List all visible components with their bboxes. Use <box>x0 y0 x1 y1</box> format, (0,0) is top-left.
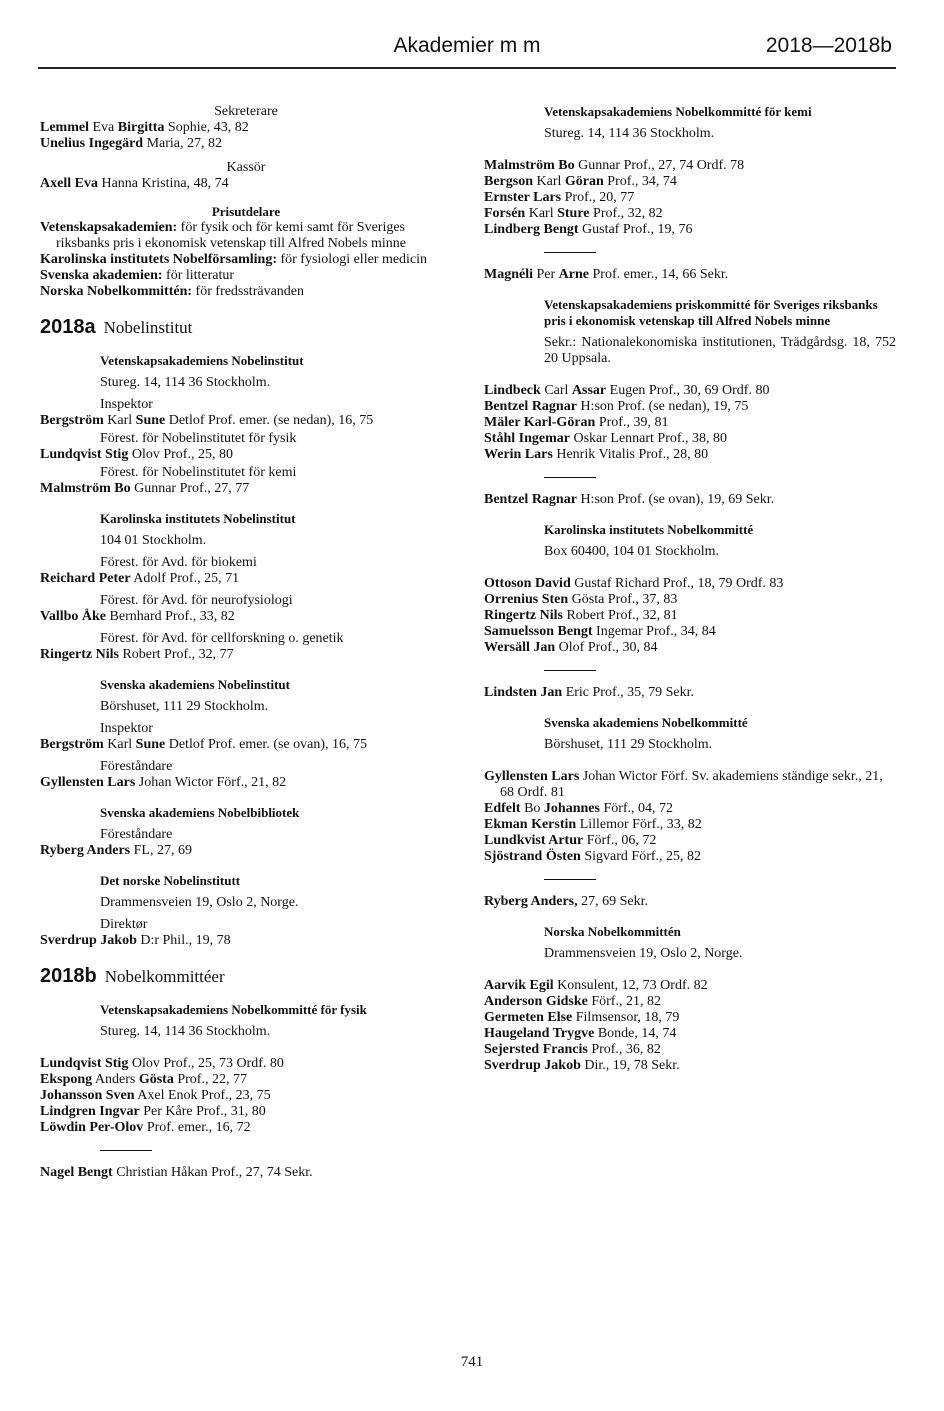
list-item: Anderson Gidske Förf., 21, 82 <box>484 994 661 1009</box>
org-title: Vetenskapsakademiens Nobelkommitté för fysik <box>100 1002 367 1017</box>
role-label: Direktør <box>100 917 148 932</box>
member-list <box>484 158 896 238</box>
secretaries-label: Sekreterare <box>214 104 278 119</box>
list-item: Lindgren Ingvar Per Kåre Prof., 31, 80 <box>40 1104 266 1119</box>
list-item: Lemmel Eva Birgitta Sophie, 43, 82 <box>40 120 249 135</box>
left-column <box>40 104 452 1181</box>
list-item: Ryberg Anders, 27, 69 Sekr. <box>484 894 649 909</box>
role-label: Förest. för Avd. för neurofysiologi <box>100 593 293 608</box>
list-item: Reichard Peter Adolf Prof., 25, 71 <box>40 571 240 586</box>
list-item: Lindberg Bengt Gustaf Prof., 19, 76 <box>484 222 693 237</box>
member-list <box>484 769 896 865</box>
list-item: Gyllensten Lars Johan Wictor Förf. Sv. akademiens ständige sekr., 21, 68 Ordf. 81 <box>484 769 883 800</box>
separator-rule <box>544 879 596 880</box>
list-item: Sverdrup Jakob Dir., 19, 78 Sekr. <box>484 1058 680 1073</box>
list-item: Ekman Kerstin Lillemor Förf., 33, 82 <box>484 817 702 832</box>
list-item: Malmström Bo Gunnar Prof., 27, 74 Ordf. 78 <box>484 158 745 173</box>
org-title: Karolinska institutets Nobelinstitut <box>100 511 296 526</box>
list-item: Vallbo Åke Bernhard Prof., 33, 82 <box>40 609 235 624</box>
separator-rule <box>544 670 596 671</box>
list-item: Bentzel Ragnar H:son Prof. (se nedan), 19, 75 <box>484 399 749 414</box>
org-address: Drammensveien 19, Oslo 2, Norge. <box>544 946 743 961</box>
list-item: Ståhl Ingemar Oskar Lennart Prof., 38, 80 <box>484 431 728 446</box>
list-item: Lindbeck Carl Assar Eugen Prof., 30, 69 Ordf. 80 <box>484 383 770 398</box>
list-item: Bergson Karl Göran Prof., 34, 74 <box>484 174 677 189</box>
header-rule <box>38 67 896 69</box>
list-item: Haugeland Trygve Bonde, 14, 74 <box>484 1026 677 1041</box>
list-item: Norska Nobelkommittén: för fredssträvanden <box>40 284 304 299</box>
role-label: Förest. för Avd. för cellforskning o. genetik <box>100 631 344 646</box>
treasurer-label: Kassör <box>226 160 266 175</box>
role-label: Inspektor <box>100 397 153 412</box>
list-item: Bergström Karl Sune Detlof Prof. emer. (se ovan), 16, 75 <box>40 737 368 752</box>
list-item: Bergström Karl Sune Detlof Prof. emer. (se nedan), 16, 75 <box>40 413 374 428</box>
list-item: Gyllensten Lars Johan Wictor Förf., 21, 82 <box>40 775 287 790</box>
org-address: Stureg. 14, 114 36 Stockholm. <box>100 1024 271 1039</box>
list-item: Ernster Lars Prof., 20, 77 <box>484 190 635 205</box>
list-item: Unelius Ingegärd Maria, 27, 82 <box>40 136 223 151</box>
list-item: Johansson Sven Axel Enok Prof., 23, 75 <box>40 1088 271 1103</box>
list-item: Ekspong Anders Gösta Prof., 22, 77 <box>40 1072 247 1087</box>
list-item: Löwdin Per-Olov Prof. emer., 16, 72 <box>40 1120 251 1135</box>
list-item: Magnéli Per Arne Prof. emer., 14, 66 Sekr. <box>484 267 729 282</box>
list-item: Ryberg Anders FL, 27, 69 <box>40 843 192 858</box>
section-name: Nobelinstitut <box>103 318 193 337</box>
member-list <box>484 383 896 463</box>
org-title: Svenska akademiens Nobelinstitut <box>100 677 290 692</box>
list-item: Sejersted Francis Prof., 36, 82 <box>484 1042 661 1057</box>
list-item: Samuelsson Bengt Ingemar Prof., 34, 84 <box>484 624 716 639</box>
org-address: Stureg. 14, 114 36 Stockholm. <box>544 126 715 141</box>
org-title: Vetenskapsakademiens Nobelinstitut <box>100 353 304 368</box>
org-address: Sekr.: Nationalekonomiska institutionen, Trädgårdsg. 18, 752 20 Uppsala. <box>544 335 896 366</box>
org-title: Norska Nobelkommittén <box>544 924 681 939</box>
list-item: Forsén Karl Sture Prof., 32, 82 <box>484 206 663 221</box>
list-item: Orrenius Sten Gösta Prof., 37, 83 <box>484 592 678 607</box>
role-label: Förest. för Avd. för biokemi <box>100 555 257 570</box>
role-label: Inspektor <box>100 721 153 736</box>
role-label: Föreståndare <box>100 759 173 774</box>
org-address: Box 60400, 104 01 Stockholm. <box>544 544 720 559</box>
list-item: Bentzel Ragnar H:son Prof. (se ovan), 19, 69 Sekr. <box>484 492 775 507</box>
page-header <box>38 34 896 64</box>
list-item: Mäler Karl-Göran Prof., 39, 81 <box>484 415 669 430</box>
list-item: Sverdrup Jakob D:r Phil., 19, 78 <box>40 933 231 948</box>
list-item: Lindsten Jan Eric Prof., 35, 79 Sekr. <box>484 685 695 700</box>
member-list <box>40 1056 452 1136</box>
awarders-label: Prisutdelare <box>211 204 281 219</box>
org-title: Svenska akademiens Nobelkommitté <box>544 715 748 730</box>
list-item: Axell Eva Hanna Kristina, 48, 74 <box>40 176 229 191</box>
section-code: 2018b <box>40 965 97 987</box>
list-item: Nagel Bengt Christian Håkan Prof., 27, 74 Sekr. <box>40 1165 313 1180</box>
org-address: Börshuset, 111 29 Stockholm. <box>100 699 269 714</box>
role-label: Förest. för Nobelinstitutet för kemi <box>100 465 297 480</box>
list-item: Werin Lars Henrik Vitalis Prof., 28, 80 <box>484 447 709 462</box>
list-item: Edfelt Bo Johannes Förf., 04, 72 <box>484 801 674 816</box>
role-label: Föreståndare <box>100 827 173 842</box>
list-item: Ringertz Nils Robert Prof., 32, 81 <box>484 608 678 623</box>
list-item: Ottoson David Gustaf Richard Prof., 18, 79 Ordf. 83 <box>484 576 784 591</box>
member-list <box>484 978 896 1074</box>
org-address: Drammensveien 19, Oslo 2, Norge. <box>100 895 299 910</box>
list-item: Karolinska institutets Nobelförsamling: för fysiologi eller medicin <box>40 252 428 267</box>
section-range: 2018—2018b <box>765 34 892 57</box>
separator-rule <box>544 252 596 253</box>
org-title: Vetenskapsakademiens Nobelkommitté för kemi <box>544 104 812 119</box>
role-label: Förest. för Nobelinstitutet för fysik <box>100 431 297 446</box>
list-item: Lundqvist Stig Olov Prof., 25, 80 <box>40 447 233 462</box>
list-item: Malmström Bo Gunnar Prof., 27, 77 <box>40 481 250 496</box>
section-heading-2018a <box>40 316 452 339</box>
section-code: 2018a <box>40 316 96 338</box>
list-item: Aarvik Egil Konsulent, 12, 73 Ordf. 82 <box>484 978 708 993</box>
list-item: Lundqvist Stig Olov Prof., 25, 73 Ordf. 80 <box>40 1056 284 1071</box>
list-item: Svenska akademien: för litteratur <box>40 268 235 283</box>
org-address: Börshuset, 111 29 Stockholm. <box>544 737 713 752</box>
list-item: Vetenskapsakademien: för fysik och för kemi samt för Sveriges riksbanks pris i ekonomisk vetenskap till Alfred Nobels minne <box>40 220 406 251</box>
section-name: Nobelkommittéer <box>104 967 225 986</box>
section-heading-2018b <box>40 965 452 988</box>
org-title: Karolinska institutets Nobelkommitté <box>544 522 754 537</box>
list-item: Wersäll Jan Olof Prof., 30, 84 <box>484 640 658 655</box>
list-item: Ringertz Nils Robert Prof., 32, 77 <box>40 647 234 662</box>
org-address: Stureg. 14, 114 36 Stockholm. <box>100 375 271 390</box>
org-title: Vetenskapsakademiens priskommitté för Sveriges riksbanks pris i ekonomisk vetenskap till Alfred Nobels minne <box>544 297 878 328</box>
org-title: Det norske Nobelinstitutt <box>100 873 241 888</box>
list-item: Sjöstrand Östen Sigvard Förf., 25, 82 <box>484 849 702 864</box>
org-address: 104 01 Stockholm. <box>100 533 207 548</box>
member-list <box>484 576 896 656</box>
separator-rule <box>544 477 596 478</box>
list-item: Germeten Else Filmsensor, 18, 79 <box>484 1010 680 1025</box>
right-column <box>484 104 896 1074</box>
org-title: Svenska akademiens Nobelbibliotek <box>100 805 300 820</box>
page-title: Akademier m m <box>393 34 541 57</box>
separator-rule <box>100 1150 152 1151</box>
list-item: Lundkvist Artur Förf., 06, 72 <box>484 833 657 848</box>
page-number: 741 <box>460 1354 484 1370</box>
